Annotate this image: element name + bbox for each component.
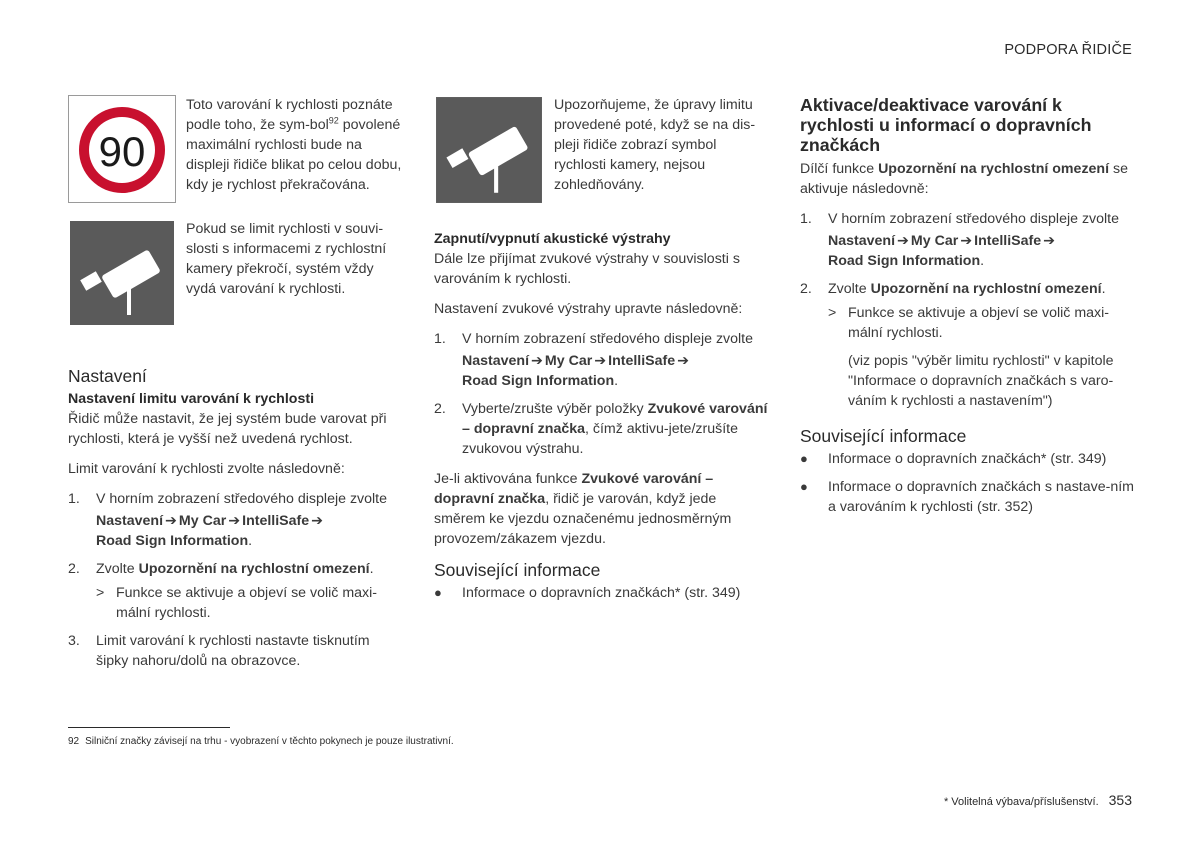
arrow-right-icon: ➔ bbox=[531, 353, 543, 369]
arrow-right-icon: ➔ bbox=[677, 353, 690, 369]
path-item: Nastavení bbox=[96, 513, 164, 529]
paragraph: Nastavení zvukové výstrahy upravte následovně: bbox=[434, 301, 743, 317]
related-link[interactable]: Informace o dopravních značkách* (str. 349) bbox=[462, 585, 741, 601]
path-item: Nastavení bbox=[462, 353, 530, 369]
punctuation: . bbox=[1101, 281, 1106, 297]
punctuation: . bbox=[614, 373, 619, 389]
step-number: 2. bbox=[434, 401, 446, 417]
text-span: se aktivuje následovně: bbox=[800, 161, 1128, 197]
step-bold: Upozornění na rychlostní omezení bbox=[138, 561, 370, 577]
result-text: Funkce se aktivuje a objeví se volič maxi-mální rychlosti. bbox=[848, 305, 1110, 341]
footnote-text: Silniční značky závisejí na trhu - vyobrazení v těchto pokynech je pouze ilustrativní. bbox=[85, 736, 454, 747]
path-item: My Car bbox=[544, 353, 593, 369]
arrow-right-icon: ➔ bbox=[228, 513, 241, 529]
bullet-icon: ● bbox=[800, 479, 808, 494]
step-text: Vyberte/zrušte výběr položky bbox=[462, 401, 648, 417]
path-item: Road Sign Information bbox=[828, 253, 981, 269]
step-text: , čímž aktivu-jete/zrušíte zvukovou výstrahu. bbox=[462, 421, 738, 457]
footnote bbox=[68, 732, 454, 752]
paragraph bbox=[434, 469, 770, 549]
step-text: Limit varování k rychlosti nastavte tisknutím šipky nahoru/dolů na obrazovce. bbox=[96, 633, 370, 669]
step-text: V horním zobrazení středového displeje zvolte bbox=[828, 211, 1120, 227]
subheading-speed-limit: Nastavení limitu varování k rychlosti bbox=[68, 391, 315, 407]
related-list bbox=[800, 449, 1134, 517]
path-item: Road Sign Information bbox=[462, 373, 615, 389]
punctuation: . bbox=[980, 253, 985, 269]
bullet-icon: ● bbox=[434, 585, 442, 600]
section-heading-activation: Aktivace/deaktivace varování k rychlosti u informací o dopravních značkách bbox=[800, 95, 1092, 155]
intro-text-a: Toto varování k rychlosti poznáte podle toho, že sym-bol bbox=[186, 97, 393, 133]
note-text: (viz popis "výběr limitu rychlosti" v kapitole "Informace o dopravních značkách s varo-váním k rychlosti a nastavením") bbox=[848, 353, 1114, 409]
step-number: 3. bbox=[68, 633, 80, 649]
step-text: V horním zobrazení středového displeje zvolte bbox=[462, 331, 754, 347]
step-item bbox=[68, 631, 402, 671]
step-text: V horním zobrazení středového displeje zvolte bbox=[96, 491, 388, 507]
related-link[interactable]: Informace o dopravních značkách* (str. 349) bbox=[828, 451, 1107, 467]
step-text: Zvolte bbox=[96, 561, 139, 577]
bold-text: Zvukové varování – dopravní značka bbox=[434, 471, 714, 507]
related-info-title: Související informace bbox=[800, 426, 967, 446]
result-text: Funkce se aktivuje a objeví se volič maxi-mální rychlosti. bbox=[116, 585, 378, 621]
paragraph: Dále lze přijímat zvukové výstrahy v souvislosti s varováním k rychlosti. bbox=[434, 251, 740, 287]
step-number: 1. bbox=[800, 211, 812, 227]
sign-number: 90 bbox=[98, 128, 146, 175]
path-item: Nastavení bbox=[828, 233, 896, 249]
footnote-number: 92 bbox=[68, 736, 80, 747]
punctuation: . bbox=[248, 533, 253, 549]
punctuation: . bbox=[369, 561, 374, 577]
step-number: 1. bbox=[68, 491, 80, 507]
menu-path bbox=[462, 351, 770, 391]
column-1 bbox=[68, 95, 402, 681]
arrow-right-icon: ➔ bbox=[594, 353, 607, 369]
step-item bbox=[434, 399, 770, 459]
related-item[interactable] bbox=[434, 583, 770, 603]
result-marker: > bbox=[96, 585, 105, 601]
step-note bbox=[828, 351, 1134, 411]
paragraph bbox=[800, 159, 1134, 199]
step-number: 2. bbox=[68, 561, 80, 577]
steps-list bbox=[434, 329, 770, 459]
speed-sign-block bbox=[68, 95, 402, 209]
related-info-title: Související informace bbox=[434, 560, 601, 580]
footnote-ref: 92 bbox=[328, 115, 339, 126]
arrow-right-icon: ➔ bbox=[960, 233, 973, 249]
path-item: My Car bbox=[910, 233, 959, 249]
footnote-divider bbox=[68, 727, 230, 728]
related-item[interactable] bbox=[800, 477, 1134, 517]
path-item: IntelliSafe bbox=[974, 233, 1042, 249]
optional-equipment-note: * Volitelná výbava/příslušenství. bbox=[943, 796, 1099, 808]
step-result bbox=[828, 303, 1134, 343]
paragraph: Řidič může nastavit, že jej systém bude varovat při rychlosti, která je vyšší než uvedená rychlost. bbox=[68, 411, 387, 447]
related-list bbox=[434, 583, 770, 603]
speed-limit-sign-figure bbox=[68, 95, 176, 209]
menu-path bbox=[828, 231, 1134, 271]
section-title-settings: Nastavení bbox=[68, 366, 147, 386]
camera-text: Upozorňujeme, že úpravy limitu provedené poté, když se na dis-pleji řidiče zobrazí symbol rychlosti kamery, nejsou zohledňovány. bbox=[554, 97, 756, 193]
step-number: 2. bbox=[800, 281, 812, 297]
steps-list bbox=[68, 489, 402, 671]
path-item: IntelliSafe bbox=[608, 353, 676, 369]
related-link[interactable]: Informace o dopravních značkách s nastave-ním a varováním k rychlosti (str. 352) bbox=[828, 479, 1134, 515]
bullet-icon: ● bbox=[800, 451, 808, 466]
steps-list bbox=[800, 209, 1134, 411]
page-number: 353 bbox=[1108, 792, 1132, 808]
bold-text: Upozornění na rychlostní omezení bbox=[878, 161, 1110, 177]
camera-block bbox=[68, 219, 402, 333]
step-bold: Zvukové varování – dopravní značka bbox=[462, 401, 768, 437]
intro-text-b: povolené maximální rychlosti bude na displeji řidiče blikat po celou dobu, kdy je rychlost překračována. bbox=[186, 117, 402, 193]
step-item bbox=[68, 489, 402, 551]
speed-camera-sign-figure bbox=[434, 95, 544, 211]
subheading-acoustic: Zapnutí/vypnutí akustické výstrahy bbox=[434, 231, 671, 247]
menu-path bbox=[96, 511, 402, 551]
running-header: PODPORA ŘIDIČE bbox=[1004, 42, 1132, 58]
arrow-right-icon: ➔ bbox=[897, 233, 909, 249]
step-item bbox=[68, 559, 402, 623]
path-item: My Car bbox=[178, 513, 227, 529]
step-bold: Upozornění na rychlostní omezení bbox=[870, 281, 1102, 297]
result-marker: > bbox=[828, 305, 837, 321]
step-item bbox=[800, 279, 1134, 411]
paragraph: Limit varování k rychlosti zvolte následovně: bbox=[68, 461, 345, 477]
page-footer bbox=[944, 790, 1132, 812]
step-number: 1. bbox=[434, 331, 446, 347]
path-item: IntelliSafe bbox=[242, 513, 310, 529]
camera-block-2 bbox=[434, 95, 770, 211]
step-item bbox=[434, 329, 770, 391]
step-result bbox=[96, 583, 402, 623]
path-item: Road Sign Information bbox=[96, 533, 249, 549]
arrow-right-icon: ➔ bbox=[165, 513, 177, 529]
step-text: Zvolte bbox=[828, 281, 871, 297]
related-item[interactable] bbox=[800, 449, 1134, 469]
step-item bbox=[800, 209, 1134, 271]
speed-sign-text bbox=[186, 95, 402, 209]
text-span: Dílčí funkce bbox=[800, 161, 879, 177]
text-span: , řidič je varován, když jede směrem ke vjezdu označenému jednosměrným provozem/zákazem vjezdu. bbox=[434, 491, 732, 547]
arrow-right-icon: ➔ bbox=[311, 513, 324, 529]
camera-text: Pokud se limit rychlosti v souvi-slosti s informacemi z rychlostní kamery překročí, systém vždy vydá varování k rychlosti. bbox=[186, 221, 387, 297]
arrow-right-icon: ➔ bbox=[1043, 233, 1056, 249]
speed-camera-sign-figure bbox=[68, 219, 176, 333]
column-2 bbox=[434, 95, 770, 611]
text-span: Je-li aktivována funkce bbox=[434, 471, 582, 487]
column-3 bbox=[800, 95, 1134, 525]
